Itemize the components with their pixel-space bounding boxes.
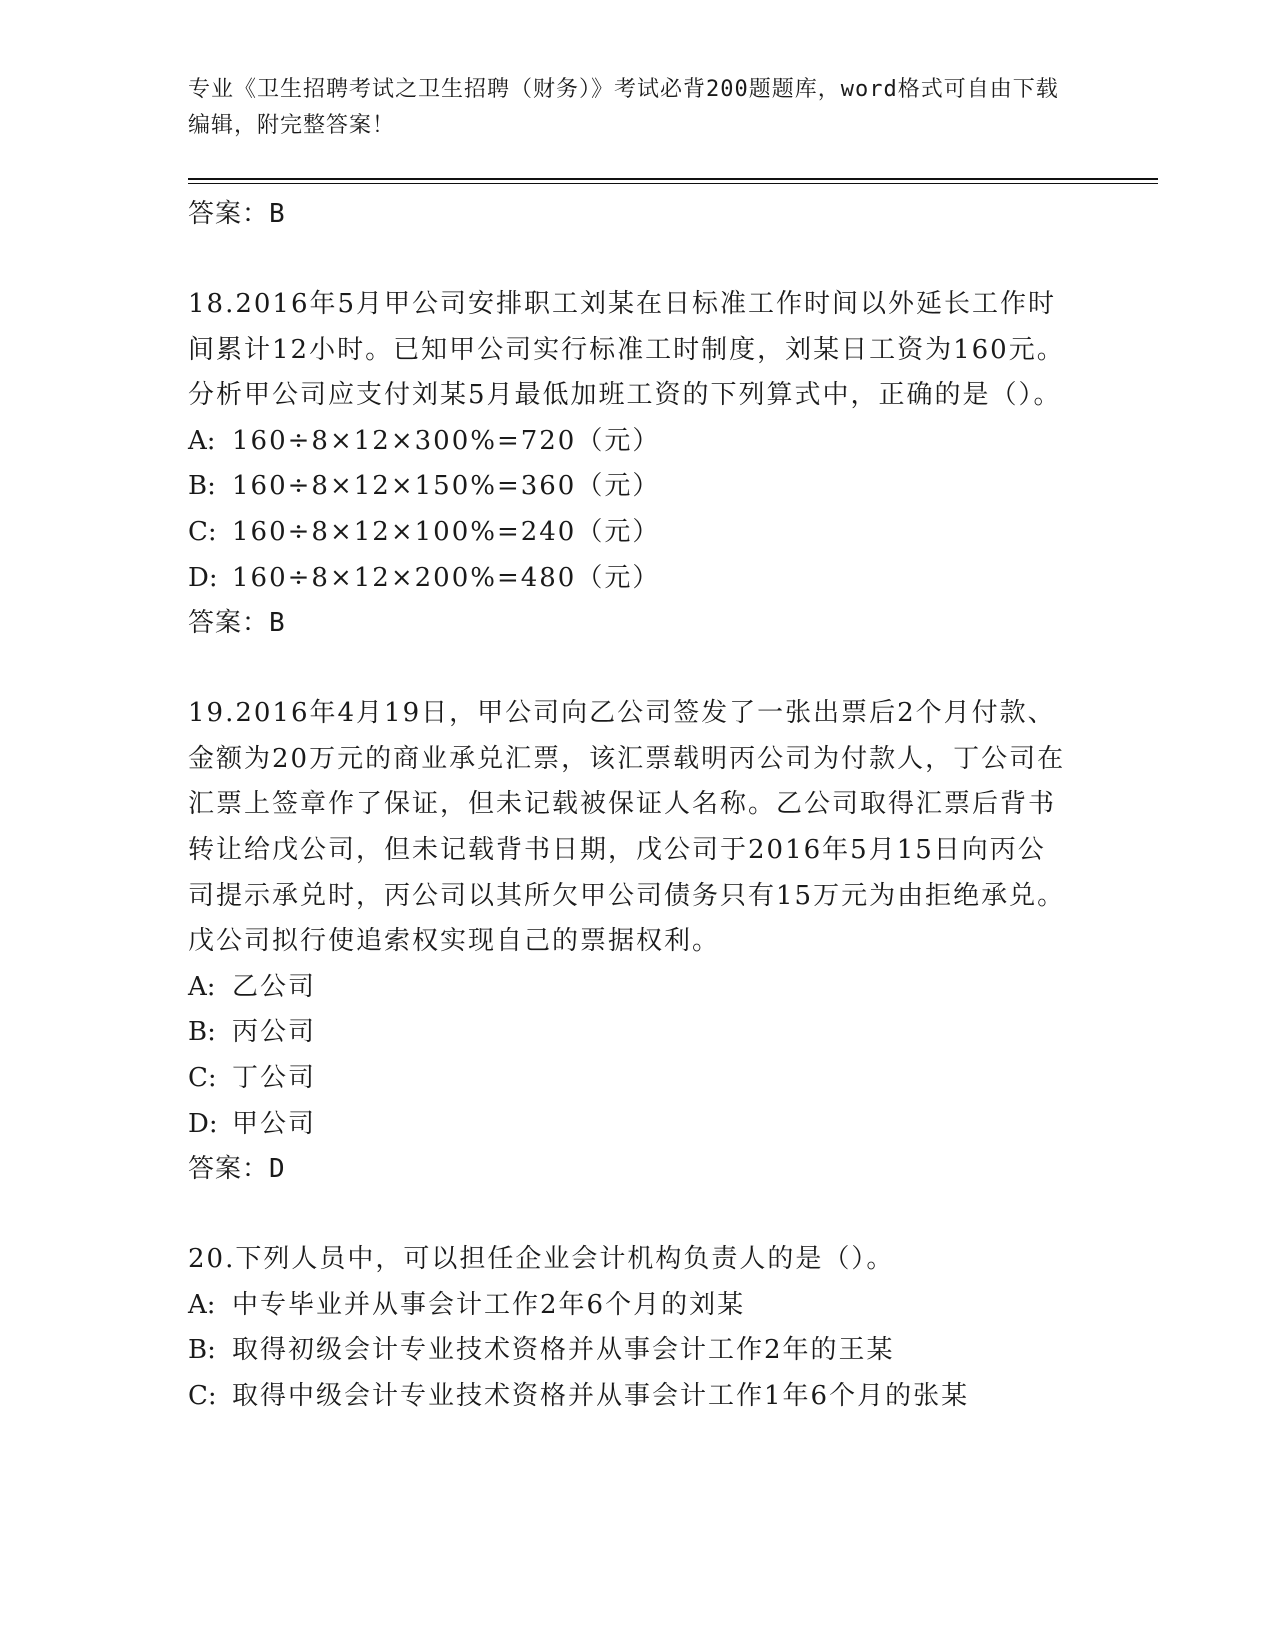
option-text: 160÷8×12×200%=480（元） <box>232 562 661 593</box>
option-b <box>188 1010 1108 1056</box>
option-key: B: <box>188 471 216 502</box>
option-d <box>188 1102 1108 1148</box>
option-key: C: <box>188 516 217 547</box>
option-d <box>188 556 1108 602</box>
option-text: 160÷8×12×150%=360（元） <box>232 471 661 502</box>
option-a <box>188 1283 1108 1329</box>
question-20 <box>188 1237 1108 1419</box>
option-key: B: <box>188 1017 216 1048</box>
option-text: 甲公司 <box>232 1108 317 1139</box>
option-a <box>188 419 1108 465</box>
question-text: 18.2016年5月甲公司安排职工刘某在日标准工作时间以外延长工作时间累计12小时。已知甲公司实行标准工时制度，刘某日工资为160元。分析甲公司应支付刘某5月最低加班工资的下列算式中，正确的是（）。 <box>188 289 1065 411</box>
option-key: A: <box>188 1289 216 1320</box>
option-key: D: <box>188 1108 218 1139</box>
question-text: 20.下列人员中，可以担任企业会计机构负责人的是（）。 <box>188 1244 895 1275</box>
answer-line: 答案：B <box>188 199 286 229</box>
option-list <box>188 1283 1108 1420</box>
option-text: 乙公司 <box>232 971 317 1002</box>
option-text: 160÷8×12×300%=720（元） <box>232 425 661 456</box>
option-key: C: <box>188 1380 217 1411</box>
header-divider <box>188 178 1158 184</box>
option-b <box>188 464 1108 510</box>
option-a <box>188 965 1108 1011</box>
option-c <box>188 510 1108 556</box>
option-text: 取得初级会计专业技术资格并从事会计工作2年的王某 <box>232 1335 895 1366</box>
option-text: 中专毕业并从事会计工作2年6个月的刘某 <box>232 1289 746 1320</box>
option-key: C: <box>188 1062 217 1093</box>
option-text: 取得中级会计专业技术资格并从事会计工作1年6个月的张某 <box>232 1380 970 1411</box>
question-18 <box>188 282 1108 646</box>
option-list <box>188 965 1108 1147</box>
answer-line: 答案：D <box>188 1154 286 1185</box>
document-header: 专业《卫生招聘考试之卫生招聘（财务）》考试必背200题题库，word格式可自由下载编辑，附完整答案！ <box>188 77 1059 138</box>
answer-line: 答案：B <box>188 608 286 639</box>
document-page <box>188 72 1108 1419</box>
question-19 <box>188 691 1108 1192</box>
option-text: 丙公司 <box>232 1017 317 1048</box>
question-text: 19.2016年4月19日，甲公司向乙公司签发了一张出票后2个月付款、金额为20万元的商业承兑汇票，该汇票载明丙公司为付款人，丁公司在汇票上签章作了保证，但未记载被保证人名称。乙公司取得汇票后背书转让给戊公司，但未记载背书日期，戊公司于2016年5月15日向丙公司提示承兑时，丙公司以其所欠甲公司债务只有15万元为由拒绝承兑。戊公司拟行使追索权实现自己的票据权利。 <box>188 698 1066 957</box>
option-c <box>188 1374 1108 1420</box>
option-list <box>188 419 1108 601</box>
option-b <box>188 1328 1108 1374</box>
option-c <box>188 1056 1108 1102</box>
option-text: 160÷8×12×100%=240（元） <box>232 516 661 547</box>
option-key: A: <box>188 425 216 456</box>
option-text: 丁公司 <box>232 1062 317 1093</box>
option-key: B: <box>188 1335 216 1366</box>
option-key: D: <box>188 562 218 593</box>
option-key: A: <box>188 971 216 1002</box>
